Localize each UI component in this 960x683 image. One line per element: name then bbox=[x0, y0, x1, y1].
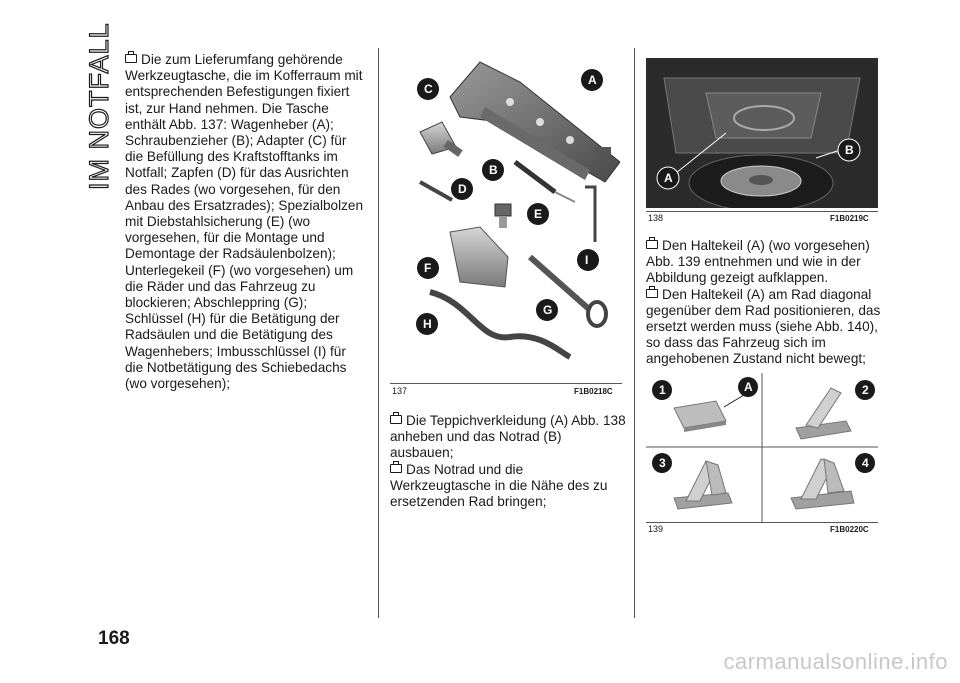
figure-rule bbox=[646, 211, 878, 212]
instruction-text: Das Notrad und die Werkzeugtasche in die Nähe des zu ersetzenden Rad bringen; bbox=[390, 461, 608, 510]
figure-code: F1B0220C bbox=[830, 525, 869, 534]
figure-rule bbox=[390, 383, 622, 384]
instruction-text: Den Haltekeil (A) (wo vorgesehen) Abb. 139 entnehmen und wie in der Abbildung gezeigt aufklappen. bbox=[646, 238, 870, 286]
figure-137-tools bbox=[390, 52, 620, 377]
label-b: B bbox=[489, 163, 498, 177]
label-b: B bbox=[845, 143, 854, 157]
column-2-text bbox=[390, 413, 626, 510]
column-3-text bbox=[646, 238, 882, 368]
briefcase-icon bbox=[390, 464, 402, 473]
instruction-text: Den Haltekeil (A) am Rad diagonal gegenüber dem Rad positionieren, das ersetzt werden muss (siehe Abb. 140), so dass das Fahrzeug sich im angehobenen Zustand nicht bewegt; bbox=[646, 286, 881, 367]
label-c: C bbox=[424, 82, 433, 96]
instruction-item bbox=[646, 287, 882, 368]
briefcase-icon bbox=[646, 240, 658, 249]
label-a: A bbox=[744, 380, 753, 394]
instruction-text: Die zum Lieferumfang gehörende Werkzeugtasche, die im Kofferraum mit entsprechenden Befestigungen fixiert ist, zur Hand nehmen. Die Tasche enthält Abb. 137: Wagenheber (A); Schraubenzieher (B); Adapter (C) für die Befüllung des Kraftstofftanks im Notfall; Zapfen (D) für das Ausrichten des Rades (wo vorgesehen, für den Anbau des Ersatzrades); Spezialbolzen mit Diebstahlsicherung (E) (wo vorgesehen, für die Montage und Demontage der Radsäulenbolzen); Unterlegekeil (F) (wo vorgesehen) um die Räder und das Fahrzeug zu blockieren; Abschleppring (G); Schlüssel (H) für die Betätigung der Radsäulen und die Betätigung des Wagenhebers; Imbusschlüssel (I) für die Notbetätigung des Schiebedachs (wo vorgesehen); bbox=[125, 52, 364, 392]
briefcase-icon bbox=[646, 289, 658, 298]
label-step-2: 2 bbox=[862, 383, 869, 397]
label-f: F bbox=[424, 261, 432, 275]
figure-number: 139 bbox=[648, 524, 664, 534]
label-a: A bbox=[664, 171, 673, 185]
instruction-item bbox=[390, 413, 626, 462]
label-e: E bbox=[534, 207, 543, 221]
column-divider bbox=[634, 48, 635, 618]
figure-rule bbox=[646, 522, 878, 523]
briefcase-icon bbox=[390, 415, 402, 424]
column-1 bbox=[125, 52, 365, 392]
label-step-4: 4 bbox=[862, 456, 869, 470]
figure-138-trunk bbox=[646, 58, 878, 208]
instruction-item bbox=[390, 462, 626, 511]
label-g: G bbox=[543, 303, 553, 317]
figure-code: F1B0218C bbox=[574, 387, 613, 396]
instruction-item bbox=[125, 52, 365, 392]
figure-139-wedge-steps bbox=[646, 373, 878, 523]
section-title: IM NOTFALL bbox=[84, 22, 114, 190]
figure-code: F1B0219C bbox=[830, 214, 869, 223]
figure-number: 138 bbox=[648, 213, 664, 223]
label-h: H bbox=[423, 317, 432, 331]
column-divider bbox=[378, 48, 379, 618]
page-number: 168 bbox=[98, 628, 130, 649]
figure-number: 137 bbox=[392, 386, 408, 396]
watermark: carmanualsonline.info bbox=[723, 649, 948, 674]
label-i: I bbox=[585, 253, 589, 267]
label-step-3: 3 bbox=[659, 456, 666, 470]
label-step-1: 1 bbox=[659, 383, 666, 397]
instruction-item bbox=[646, 238, 882, 287]
instruction-text: Die Teppichverkleidung (A) Abb. 138 anheben und das Notrad (B) ausbauen; bbox=[390, 413, 626, 461]
label-d: D bbox=[458, 182, 467, 196]
briefcase-icon bbox=[125, 54, 137, 63]
label-a: A bbox=[588, 73, 597, 87]
